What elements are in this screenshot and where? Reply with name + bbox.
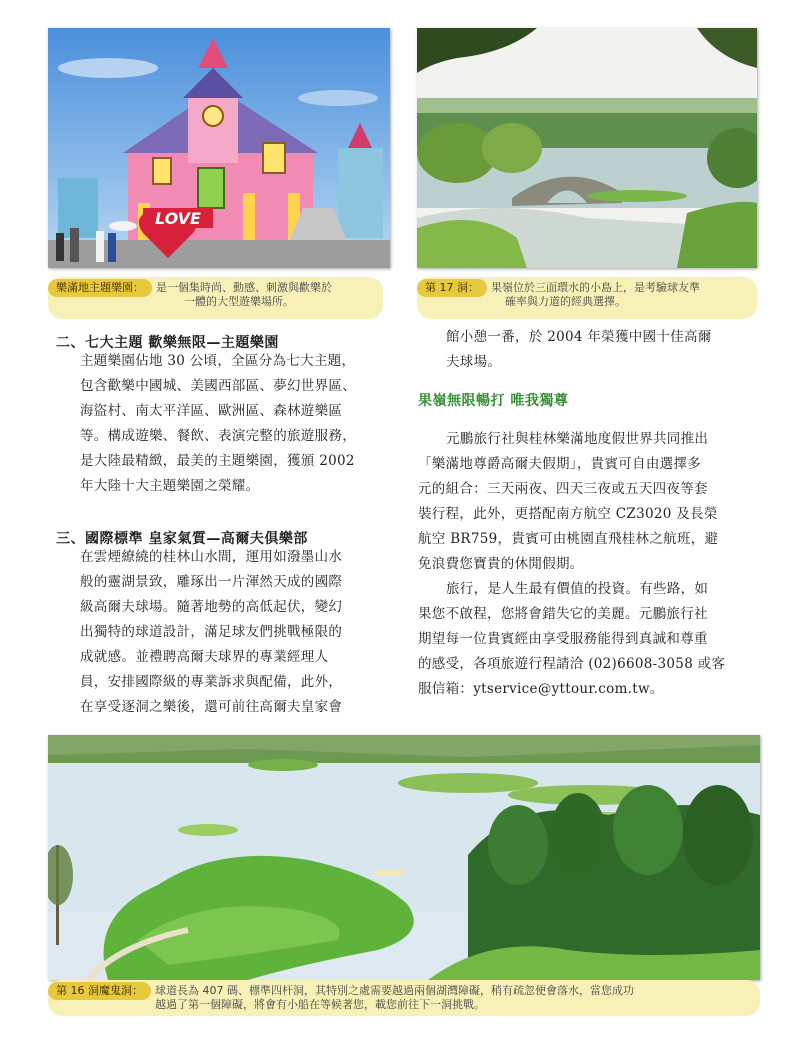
text-line: 免浪費您寶貴的休閒假期。 (418, 556, 584, 572)
caption-line: 球道長為 407 碼、標準四杆洞，其特別之處需要越過兩個湖灣障礙，稍有疏忽便會落水，當您成功 (155, 984, 634, 997)
text-line: 航空 BR759，貴賓可由桃園直飛桂林之航班，避 (418, 531, 719, 547)
caption-text (155, 984, 750, 1012)
section2-heading: 二、七大主題 歡樂無限—主題樂園 (56, 335, 279, 351)
text-line: 包含歡樂中國城、美國西部區、夢幻世界區、 (80, 378, 356, 394)
text-line: 元的組合：三天兩夜、四天三夜或五天四夜等套 (418, 481, 708, 497)
golf-holiday-heading: 果嶺無限暢打 唯我獨尊 (418, 393, 569, 409)
caption-line: 越過了第一個障礙，將會有小船在等候著您，載您前往下一洞挑戰。 (155, 998, 485, 1011)
text-line: 在雲煙繚繞的桂林山水間，運用如潑墨山水 (80, 549, 343, 565)
text-line: 員，安排國際級的專業訴求與配備，此外， (80, 674, 343, 690)
text-line: 在享受逐洞之樂後，還可前往高爾夫皇家會 (80, 699, 343, 715)
text-line: 裝行程，此外，更搭配南方航空 CZ3020 及長榮 (418, 506, 718, 522)
section3-heading: 三、國際標準 皇家氣質—高爾夫俱樂部 (56, 531, 308, 547)
theme-park-photo (48, 28, 390, 268)
text-line: 「樂滿地尊爵高爾夫假期」，貴賓可自由選擇多 (418, 456, 702, 472)
text-line: 元鵬旅行社與桂林樂滿地度假世界共同推出 (446, 431, 709, 447)
island-green-photo (417, 28, 757, 268)
theme-park-caption (48, 277, 383, 319)
text-line: 夫球場。 (446, 354, 502, 370)
section3-body (80, 545, 342, 720)
text-line: 主題樂園佔地 30 公頃，全區分為七大主題， (80, 353, 356, 369)
caption-line: 果嶺位於三面環水的小島上，是考驗球友準 (491, 281, 700, 294)
text-line: 出獨特的球道設計，滿足球友們挑戰極限的 (80, 624, 343, 640)
text-line: 年大陸十大主題樂園之榮耀。 (80, 478, 260, 494)
text-line: 成就感。並禮聘高爾夫球界的專業經理人 (80, 649, 329, 665)
text-line: 期望每一位貴賓經由享受服務能得到真誠和尊重 (418, 631, 708, 647)
golf-holiday-paragraph (418, 427, 718, 577)
text-line: 海盜村、南太平洋區、歐洲區、森林遊樂區 (80, 403, 343, 419)
caption-text (156, 281, 373, 309)
continued-text (446, 325, 712, 375)
text-line: 的感受，各項旅遊行程請洽 (02)6608-3058 或客 (418, 656, 726, 672)
devil-hole-photo (48, 735, 760, 980)
text-line: 果您不啟程，您將會錯失它的美麗。元鵬旅行社 (418, 606, 708, 622)
text-line: 服信箱：ytservice@yttour.com.tw。 (418, 681, 664, 697)
text-line: 等。構成遊樂、餐飲、表演完整的旅遊服務， (80, 428, 356, 444)
caption-text (491, 281, 747, 309)
text-line: 館小憩一番，於 2004 年榮獲中國十佳高爾 (446, 329, 712, 345)
caption-tag: 樂滿地主題樂園： (48, 279, 152, 297)
caption-line: 確率與力道的經典選擇。 (505, 295, 626, 308)
text-line: 般的靈湖景致，雕琢出一片渾然天成的國際 (80, 574, 343, 590)
caption-tag: 第 17 洞： (417, 279, 487, 297)
text-line: 級高爾夫球場。隨著地勢的高低起伏，變幻 (80, 599, 343, 615)
text-line: 旅行，是人生最有價值的投資。有些路，如 (446, 581, 709, 597)
devil-hole-caption (48, 980, 760, 1016)
caption-line: 是一個集時尚、動感、刺激與歡樂於 (156, 281, 332, 294)
island-green-caption (417, 277, 757, 319)
caption-line: 一體的大型遊樂場所。 (184, 295, 294, 308)
caption-tag: 第 16 洞魔鬼洞： (48, 982, 151, 1000)
travel-paragraph (418, 577, 725, 702)
love-sign-text: LOVE (155, 209, 201, 228)
section2-body (80, 349, 356, 499)
text-line: 是大陸最精緻，最美的主題樂園，獲頒 2002 (80, 453, 355, 469)
